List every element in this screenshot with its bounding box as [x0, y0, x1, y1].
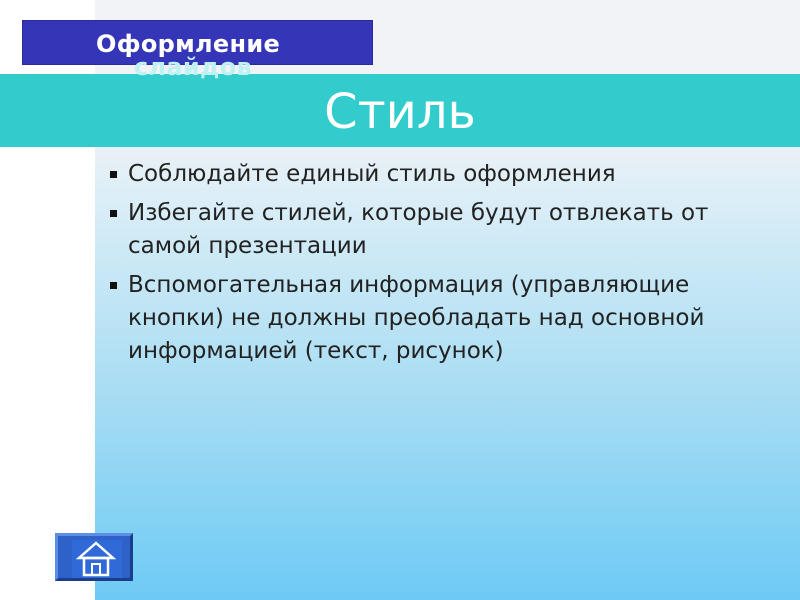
bullet-text: Вспомогательная информация (управляющие кнопки) не должны преобладать над основной информацией (текст, рисунок) — [128, 272, 705, 364]
list-item — [108, 158, 788, 191]
slide-heading: Стиль — [324, 84, 476, 140]
list-item — [108, 269, 788, 368]
bullet-marker — [110, 210, 117, 217]
section-title-line2: слайдов — [134, 53, 252, 81]
bullet-marker — [110, 171, 117, 178]
bullet-list — [108, 158, 788, 374]
home-button[interactable] — [55, 533, 133, 581]
home-icon[interactable] — [76, 540, 116, 578]
bullet-marker — [110, 282, 117, 289]
bullet-text: Избегайте стилей, которые будут отвлекать от самой презентации — [128, 200, 709, 259]
list-item — [108, 197, 788, 263]
section-title-line1: Оформление — [96, 30, 281, 58]
section-title — [96, 26, 376, 85]
bullet-text: Соблюдайте единый стиль оформления — [128, 161, 616, 187]
